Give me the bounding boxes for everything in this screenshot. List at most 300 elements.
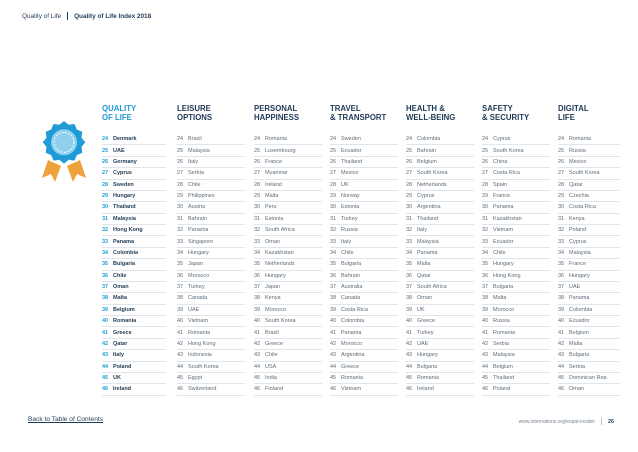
country-name: Hong Kong — [188, 340, 216, 347]
rank-number: 33 — [177, 238, 184, 245]
rank-number: 37 — [406, 284, 413, 291]
country-name: Serbia — [188, 170, 204, 177]
country-name: Belgium — [569, 329, 589, 336]
rank-number: 44 — [254, 363, 261, 370]
country-name: Cyprus — [417, 193, 435, 200]
country-name: Hong Kong — [113, 227, 143, 234]
country-name: Bulgaria — [341, 261, 362, 268]
rank-number: 42 — [102, 340, 109, 347]
footer-divider — [601, 418, 602, 425]
rank-number: 29 — [558, 193, 565, 200]
rank-number: 45 — [406, 375, 413, 382]
country-name: Norway — [341, 193, 360, 200]
table-row — [482, 202, 550, 213]
table-row — [482, 214, 550, 225]
table-row — [102, 373, 166, 384]
table-row — [330, 316, 398, 327]
country-name: Egypt — [188, 375, 203, 382]
rank-number: 25 — [254, 147, 261, 154]
rank-number: 34 — [558, 249, 565, 256]
rank-number: 45 — [330, 375, 337, 382]
table-row — [330, 339, 398, 350]
rank-number: 43 — [558, 352, 565, 359]
country-name: Hungary — [569, 272, 590, 279]
country-name: Bulgaria — [417, 363, 438, 370]
rank-number: 46 — [102, 386, 109, 393]
country-name: UK — [113, 375, 121, 382]
rank-number: 25 — [330, 147, 337, 154]
table-row — [330, 373, 398, 384]
rank-number: 37 — [330, 284, 337, 291]
table-row — [254, 384, 322, 395]
country-name: South Korea — [417, 170, 448, 177]
table-row — [482, 293, 550, 304]
rank-number: 27 — [102, 170, 109, 177]
country-name: Turkey — [417, 329, 434, 336]
column-heading — [254, 104, 322, 134]
country-name: France — [265, 158, 283, 165]
country-name: South Korea — [493, 147, 524, 154]
country-name: China — [493, 158, 508, 165]
country-name: Belgium — [417, 158, 437, 165]
country-name: Serbia — [493, 340, 509, 347]
table-row — [558, 134, 620, 145]
country-name: Hong Kong — [493, 272, 521, 279]
table-row — [482, 339, 550, 350]
table-row — [482, 180, 550, 191]
ranking-column-4 — [406, 104, 474, 396]
rank-number: 27 — [406, 170, 413, 177]
country-name: Argentina — [417, 204, 441, 211]
table-row — [102, 134, 166, 145]
rank-number: 45 — [177, 375, 184, 382]
rank-number: 24 — [558, 136, 565, 143]
table-row — [406, 282, 474, 293]
rank-number: 31 — [177, 215, 184, 222]
country-name: Thailand — [417, 215, 439, 222]
rank-number: 31 — [406, 215, 413, 222]
page-title: Quality of Life Index 2018 — [74, 12, 152, 20]
table-row — [406, 145, 474, 156]
rank-number: 38 — [406, 295, 413, 302]
country-name: Austria — [188, 204, 206, 211]
country-name: Bahrain — [341, 272, 360, 279]
rank-number: 38 — [254, 295, 261, 302]
table-row — [406, 305, 474, 316]
table-row — [482, 248, 550, 259]
rank-number: 39 — [102, 306, 109, 313]
rank-number: 46 — [482, 386, 489, 393]
country-name: UK — [341, 181, 349, 188]
country-name: Ecuador — [493, 238, 514, 245]
rank-number: 31 — [254, 215, 261, 222]
country-name: Colombia — [113, 249, 139, 256]
country-name: Singapore — [188, 238, 214, 245]
table-row — [558, 350, 620, 361]
country-name: Ecuador — [569, 318, 590, 325]
country-name: Hungary — [265, 272, 286, 279]
table-row — [330, 350, 398, 361]
country-name: Romania — [265, 136, 288, 143]
country-name: Oman — [569, 386, 584, 393]
rank-number: 41 — [177, 329, 184, 336]
rank-number: 39 — [254, 306, 261, 313]
rank-number: 34 — [330, 249, 337, 256]
table-row — [177, 362, 245, 373]
country-name: Poland — [569, 227, 587, 234]
rank-number: 32 — [254, 227, 261, 234]
rank-number: 46 — [406, 386, 413, 393]
country-name: Greece — [265, 340, 284, 347]
table-row — [330, 168, 398, 179]
rank-number: 46 — [177, 386, 184, 393]
rank-number: 26 — [330, 158, 337, 165]
rank-number: 36 — [330, 272, 337, 279]
section-label: Quality of Life — [22, 12, 62, 20]
country-name: Panama — [341, 329, 362, 336]
country-name: Malta — [265, 193, 279, 200]
table-row — [177, 293, 245, 304]
country-name: Panama — [113, 238, 135, 245]
column-heading — [558, 104, 620, 134]
table-row — [558, 225, 620, 236]
rank-number: 42 — [177, 340, 184, 347]
column-heading-line: PERSONAL — [254, 104, 298, 113]
column-heading-line: DIGITAL — [558, 104, 589, 113]
rank-number: 30 — [177, 204, 184, 211]
table-row — [330, 236, 398, 247]
table-row — [330, 248, 398, 259]
country-name: Vietnam — [341, 386, 362, 393]
rank-number: 24 — [406, 136, 413, 143]
table-row — [558, 384, 620, 395]
table-row — [330, 259, 398, 270]
back-to-toc-link[interactable]: Back to Table of Contents — [28, 416, 104, 423]
table-row — [254, 327, 322, 338]
table-row — [406, 236, 474, 247]
country-name: Indonesia — [188, 352, 212, 359]
table-row — [406, 214, 474, 225]
country-name: Japan — [265, 284, 280, 291]
country-name: Brazil — [188, 136, 202, 143]
country-name: Bahrain — [188, 215, 207, 222]
country-name: Chile — [188, 181, 201, 188]
country-name: South Africa — [417, 284, 447, 291]
table-row — [102, 316, 166, 327]
country-name: Costa Rica — [341, 306, 368, 313]
table-row — [558, 327, 620, 338]
country-name: Malta — [569, 340, 583, 347]
header-divider — [67, 12, 68, 20]
column-heading-line: & SECURITY — [482, 113, 530, 122]
rank-number: 33 — [102, 238, 109, 245]
table-row — [558, 362, 620, 373]
country-name: France — [569, 261, 587, 268]
rank-number: 41 — [102, 329, 109, 336]
table-row — [177, 157, 245, 168]
table-row — [330, 134, 398, 145]
rank-number: 43 — [102, 352, 109, 359]
country-name: Sweden — [341, 136, 361, 143]
table-row — [254, 145, 322, 156]
page-footer — [519, 418, 614, 425]
country-name: Belgium — [493, 363, 513, 370]
table-row — [406, 339, 474, 350]
rank-number: 34 — [177, 249, 184, 256]
country-name: Vietnam — [188, 318, 209, 325]
country-name: Qatar — [569, 181, 583, 188]
column-heading-line: OPTIONS — [177, 113, 213, 122]
rank-number: 28 — [177, 181, 184, 188]
table-row — [177, 225, 245, 236]
country-name: Hungary — [188, 249, 209, 256]
country-name: Morocco — [341, 340, 363, 347]
column-heading-line: HAPPINESS — [254, 113, 300, 122]
country-name: Cyprus — [113, 170, 132, 177]
table-row — [102, 271, 166, 282]
table-row — [102, 202, 166, 213]
table-row — [558, 145, 620, 156]
column-heading-line: LEISURE — [177, 104, 211, 113]
country-name: Malta — [113, 295, 128, 302]
table-row — [177, 305, 245, 316]
table-row — [102, 214, 166, 225]
table-row — [406, 180, 474, 191]
country-name: Vietnam — [493, 227, 514, 234]
table-row — [177, 271, 245, 282]
table-row — [406, 259, 474, 270]
table-row — [254, 271, 322, 282]
table-row — [177, 168, 245, 179]
table-row — [406, 327, 474, 338]
table-row — [102, 180, 166, 191]
table-row — [330, 293, 398, 304]
rank-number: 26 — [482, 158, 489, 165]
rank-number: 42 — [330, 340, 337, 347]
rank-number: 33 — [406, 238, 413, 245]
country-name: Italy — [341, 238, 352, 245]
rank-number: 41 — [558, 329, 565, 336]
rank-number: 41 — [406, 329, 413, 336]
country-name: Morocco — [188, 272, 210, 279]
table-row — [254, 134, 322, 145]
country-name: Costa Rica — [493, 170, 520, 177]
footer-url: www.internations.org/expat-insider — [518, 418, 595, 425]
country-name: UAE — [417, 340, 429, 347]
table-row — [330, 214, 398, 225]
rank-number: 24 — [254, 136, 261, 143]
table-row — [482, 145, 550, 156]
table-row — [482, 327, 550, 338]
country-name: Finland — [265, 386, 284, 393]
country-name: Poland — [113, 363, 132, 370]
table-row — [254, 225, 322, 236]
table-row — [406, 271, 474, 282]
country-name: Kazakhstan — [493, 215, 522, 222]
table-row — [177, 214, 245, 225]
country-name: Mexico — [569, 158, 587, 165]
rank-number: 38 — [330, 295, 337, 302]
country-name: Chile — [113, 272, 127, 279]
table-row — [254, 293, 322, 304]
country-name: Romania — [341, 375, 364, 382]
rank-number: 39 — [558, 306, 565, 313]
rank-number: 36 — [177, 272, 184, 279]
country-name: Brazil — [265, 329, 279, 336]
rank-number: 26 — [102, 158, 109, 165]
table-row — [177, 191, 245, 202]
column-heading — [406, 104, 474, 134]
rank-number: 42 — [558, 340, 565, 347]
rank-number: 34 — [482, 249, 489, 256]
table-row — [406, 191, 474, 202]
column-heading-line: OF LIFE — [102, 113, 132, 122]
country-name: Greece — [341, 363, 360, 370]
table-row — [102, 305, 166, 316]
table-row — [102, 259, 166, 270]
table-row — [330, 282, 398, 293]
country-name: Thailand — [493, 375, 515, 382]
column-heading — [177, 104, 245, 134]
country-name: Panama — [493, 204, 514, 211]
country-name: Turkey — [188, 284, 205, 291]
column-heading-line: SAFETY — [482, 104, 513, 113]
table-row — [177, 145, 245, 156]
rank-number: 38 — [177, 295, 184, 302]
rank-number: 44 — [482, 363, 489, 370]
table-row — [558, 202, 620, 213]
column-heading — [102, 104, 166, 134]
country-name: Canada — [341, 295, 361, 302]
table-row — [330, 271, 398, 282]
rank-number: 34 — [102, 249, 109, 256]
country-name: Bulgaria — [113, 261, 136, 268]
rank-number: 28 — [482, 181, 489, 188]
ranking-column-1 — [177, 104, 245, 396]
table-row — [406, 157, 474, 168]
table-row — [254, 259, 322, 270]
table-row — [254, 214, 322, 225]
rank-number: 24 — [102, 136, 109, 143]
table-row — [406, 248, 474, 259]
table-row — [254, 362, 322, 373]
country-name: Greece — [113, 329, 132, 336]
country-name: Costa Rica — [569, 204, 596, 211]
rank-number: 40 — [102, 318, 109, 325]
rank-number: 43 — [177, 352, 184, 359]
rank-number: 25 — [406, 147, 413, 154]
country-name: Thailand — [341, 158, 363, 165]
rank-number: 27 — [254, 170, 261, 177]
country-name: Chile — [341, 249, 354, 256]
country-name: Italy — [188, 158, 199, 165]
country-name: Netherlands — [265, 261, 295, 268]
country-name: Morocco — [493, 306, 515, 313]
table-row — [330, 362, 398, 373]
rank-number: 28 — [406, 181, 413, 188]
country-name: Malaysia — [493, 352, 515, 359]
table-row — [254, 236, 322, 247]
rank-number: 30 — [558, 204, 565, 211]
table-row — [330, 384, 398, 395]
rank-number: 30 — [406, 204, 413, 211]
table-row — [558, 282, 620, 293]
country-name: Spain — [493, 181, 508, 188]
table-row — [254, 339, 322, 350]
rank-number: 39 — [330, 306, 337, 313]
table-row — [558, 293, 620, 304]
rank-number: 38 — [558, 295, 565, 302]
rank-number: 26 — [254, 158, 261, 165]
rank-number: 35 — [102, 261, 109, 268]
country-name: Malaysia — [188, 147, 210, 154]
country-name: Romania — [417, 375, 440, 382]
table-row — [406, 350, 474, 361]
country-name: Colombia — [417, 136, 441, 143]
table-row — [482, 191, 550, 202]
table-row — [254, 180, 322, 191]
country-name: Dominican Rep. — [569, 375, 609, 382]
country-name: Malaysia — [113, 215, 136, 222]
country-name: Luxembourg — [265, 147, 296, 154]
country-name: Colombia — [569, 306, 593, 313]
rank-number: 36 — [406, 272, 413, 279]
rank-number: 40 — [558, 318, 565, 325]
table-row — [330, 202, 398, 213]
country-name: Bahrain — [417, 147, 436, 154]
country-name: Belgium — [113, 306, 135, 313]
country-name: UAE — [113, 147, 125, 154]
table-row — [330, 305, 398, 316]
table-row — [482, 373, 550, 384]
country-name: Mexico — [341, 170, 359, 177]
table-row — [558, 180, 620, 191]
column-heading-line: & TRANSPORT — [330, 113, 387, 122]
rank-number: 24 — [177, 136, 184, 143]
country-name: Oman — [113, 284, 129, 291]
rank-number: 30 — [482, 204, 489, 211]
ranking-column-5 — [482, 104, 550, 396]
rank-number: 33 — [482, 238, 489, 245]
rank-number: 36 — [102, 272, 109, 279]
country-name: UAE — [569, 284, 581, 291]
table-row — [254, 168, 322, 179]
country-name: Kenya — [265, 295, 281, 302]
rank-number: 29 — [482, 193, 489, 200]
rank-number: 36 — [482, 272, 489, 279]
country-name: Hungary — [113, 193, 136, 200]
table-row — [482, 157, 550, 168]
table-row — [482, 316, 550, 327]
rank-number: 33 — [330, 238, 337, 245]
table-row — [254, 305, 322, 316]
ribbon-medal-icon — [40, 120, 88, 182]
rank-number: 45 — [254, 375, 261, 382]
rank-number: 39 — [482, 306, 489, 313]
table-row — [330, 191, 398, 202]
country-name: Ireland — [417, 386, 434, 393]
country-name: Colombia — [341, 318, 365, 325]
rank-number: 44 — [406, 363, 413, 370]
table-row — [482, 384, 550, 395]
column-heading — [482, 104, 550, 134]
column-heading-line: TRAVEL — [330, 104, 361, 113]
table-row — [254, 373, 322, 384]
country-name: Italy — [113, 352, 125, 359]
column-heading-line: LIFE — [558, 113, 575, 122]
country-name: Estonia — [265, 215, 284, 222]
table-row — [177, 339, 245, 350]
